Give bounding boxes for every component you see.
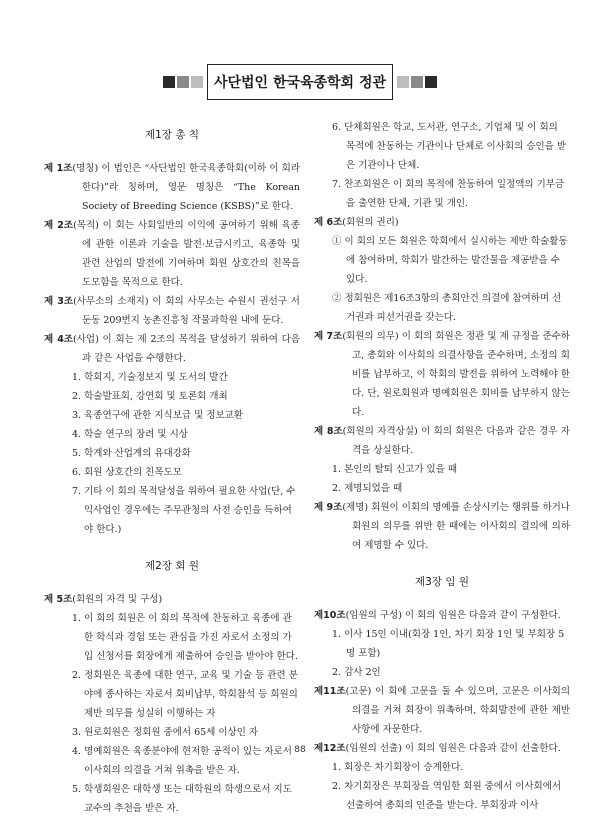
article-text: (사무소의 소재지) 이 회의 사무소는 수원시 권선구 서둔동 209번지 농촌진흥청 작물과학원 내에 둔다.: [73, 296, 300, 326]
list-item: 5. 학계와 산업계의 유대강화: [72, 448, 192, 459]
article-number: 제 4조: [44, 334, 74, 345]
article-4: [44, 330, 300, 368]
list-item: 1. 이사 15인 이내(회장 1인, 차기 회장 1인 및 부회장 5명 포함): [332, 629, 565, 659]
list-item: 4. 명예회원은 육종분야에 현저한 공적이 있는 자로서 이사회의 의결을 거쳐 위촉을 받은 자.: [72, 746, 292, 776]
square-decoration-icon: [397, 76, 409, 88]
square-decoration-icon: [191, 76, 203, 88]
article-number: 제 8조: [314, 426, 343, 437]
article-number: 제 7조: [314, 331, 343, 342]
list-item: 1. 학회지, 기술정보지 및 도서의 발간: [72, 372, 228, 383]
square-decoration-icon: [177, 76, 189, 88]
list-item: 6. 단체회원은 학교, 도서관, 연구소, 기업체 및 이 회의 목적에 찬동하는 기관이나 단체로 이사회의 승인을 받은 기관이나 단체.: [332, 122, 567, 171]
right-column: [314, 118, 570, 815]
list-item: 7. 찬조회원은 이 회의 목적에 찬동하여 일정액의 기부금을 출연한 단체, 기관 및 개인.: [332, 179, 565, 209]
article-5: [44, 590, 300, 609]
article-text: (회원의 자격 및 구성): [72, 594, 163, 605]
article-text: (목적) 이 회는 사회일반의 이익에 공여하기 위해 육종에 관한 이론과 기술을 발전·보급시키고, 육종학 및 관련 산업의 발전에 기여하며 회원 상호간의 친목을 도모함을 목적으로 한다.: [73, 220, 300, 288]
article-10: [314, 606, 570, 625]
article-number: 제 1조: [44, 163, 73, 174]
article-number: 제 3조: [44, 296, 74, 307]
list-item: 5. 학생회원은 대학생 또는 대학원의 학생으로서 지도교수의 추천을 받은 자.: [72, 784, 292, 814]
article-number: 제10조: [314, 610, 346, 621]
article-text: (고문) 이 회에 고문을 둘 수 있으며, 고문은 이사회의 의결을 거쳐 회장이 위촉하며, 학회발전에 관한 제반 사항에 자문한다.: [345, 686, 570, 735]
article-text: (사업) 이 회는 제 2조의 목적을 달성하기 위하여 다음과 같은 사업을 수행한다.: [73, 334, 301, 364]
list-item: 2. 정회원은 육종에 대한 연구, 교육 및 기술 등 관련 분야에 종사하는 자로서 회비납부, 학회참석 등 회원의 제반 의무를 성실히 이행하는 자: [72, 670, 298, 719]
article-9: [314, 498, 570, 555]
list-item: 2. 제명되었을 때: [332, 483, 403, 494]
article-text: (제명) 회원이 이회의 명예를 손상시키는 행위를 하거나 회원의 의무를 위반 한 때에는 이사회의 결의에 의하여 제명할 수 있다.: [342, 502, 570, 551]
article-8: [314, 422, 570, 460]
square-decoration-icon: [425, 76, 437, 88]
article-text: (명칭) 이 법인은 “사단법인 한국육종학회(이하 이 회라 한다)”라 칭하며, 영문 명칭은 “The Korean Society of Breeding Science (KSBS)”로 한다.: [72, 163, 300, 212]
list-item: 2. 감사 2인: [332, 667, 381, 678]
title-bar: [0, 64, 600, 100]
list-item: 3. 육종연구에 관한 지식보급 및 정보교환: [72, 410, 243, 421]
article-text: (회원의 의무) 이 회의 회원은 정관 및 제 규정을 준수하고, 총회와 이사회의 의결사항을 준수하며, 소정의 회비를 납부하고, 이 학회의 발전을 위하여 노력해야 한다. 단, 원로회원과 명예회원은 회비를 납부하지 않는다.: [342, 331, 570, 418]
left-column: [44, 118, 300, 818]
list-item: 4. 학술 연구의 장려 및 시상: [72, 429, 188, 440]
article-2: [44, 216, 300, 292]
article-number: 제12조: [314, 743, 346, 754]
article-number: 제11조: [314, 686, 346, 697]
list-item: ② 정회원은 제16조3항의 총회안건 의결에 참여하며 선거권과 피선거권을 갖는다.: [332, 293, 562, 323]
square-decoration-icon: [163, 76, 175, 88]
chapter-heading: 제3장 임 원: [415, 576, 469, 588]
article-number: 제 2조: [44, 220, 74, 231]
page-number: 88: [294, 745, 306, 755]
list-item: 1. 회장은 차기회장이 승계한다.: [332, 762, 464, 773]
list-item: 2. 학술발표회, 강연회 및 토론회 개최: [72, 391, 228, 402]
list-item: 1. 본인의 탈퇴 신고가 있을 때: [332, 464, 458, 475]
list-item: 6. 회원 상호간의 친목도모: [72, 467, 182, 478]
square-decoration-icon: [411, 76, 423, 88]
chapter-heading: 제2장 회 원: [145, 560, 199, 572]
article-11: [314, 682, 570, 739]
article-3: [44, 292, 300, 330]
list-item: 1. 이 회의 회원은 이 회의 목적에 찬동하고 육종에 관한 학식과 경험 또는 관심을 가진 자로서 소정의 가입 신청서를 회장에게 제출하여 승인을 받아야 한다.: [72, 613, 298, 662]
article-7: [314, 327, 570, 422]
article-6: [314, 213, 570, 232]
page-title: 사단법인 한국육종학회 정관: [207, 64, 393, 100]
article-text: (회원의 권리): [342, 217, 399, 228]
list-item: 7. 기타 이 회의 목적달성을 위하여 필요한 사업(단, 수익사업인 경우에는 주무관청의 사전 승인을 득하여야 한다.): [72, 486, 296, 535]
article-number: 제 6조: [314, 217, 343, 228]
article-number: 제 9조: [314, 502, 343, 513]
chapter-heading: 제1장 총 칙: [145, 129, 199, 141]
list-item: 3. 원로회원은 정회원 중에서 65세 이상인 자: [72, 727, 259, 738]
list-item: 2. 차기회장은 부회장을 역임한 회원 중에서 이사회에서 선출하여 총회의 인준을 받는다. 부회장과 이사: [332, 781, 562, 811]
list-item: ① 이 회의 모든 회원은 학회에서 실시하는 제반 학술활동에 참여하며, 학회가 발간하는 발간물을 제공받을 수 있다.: [332, 236, 568, 285]
article-text: (회원의 자격상실) 이 회의 회원은 다음과 같은 경우 자격을 상실한다.: [342, 426, 570, 456]
article-text: (임원의 구성) 이 회의 임원은 다음과 같이 구성한다.: [345, 610, 561, 621]
article-number: 제 5조: [44, 594, 73, 605]
article-text: (임원의 선출) 이 회의 임원은 다음과 같이 선출한다.: [345, 743, 561, 754]
article-1: [44, 159, 300, 216]
